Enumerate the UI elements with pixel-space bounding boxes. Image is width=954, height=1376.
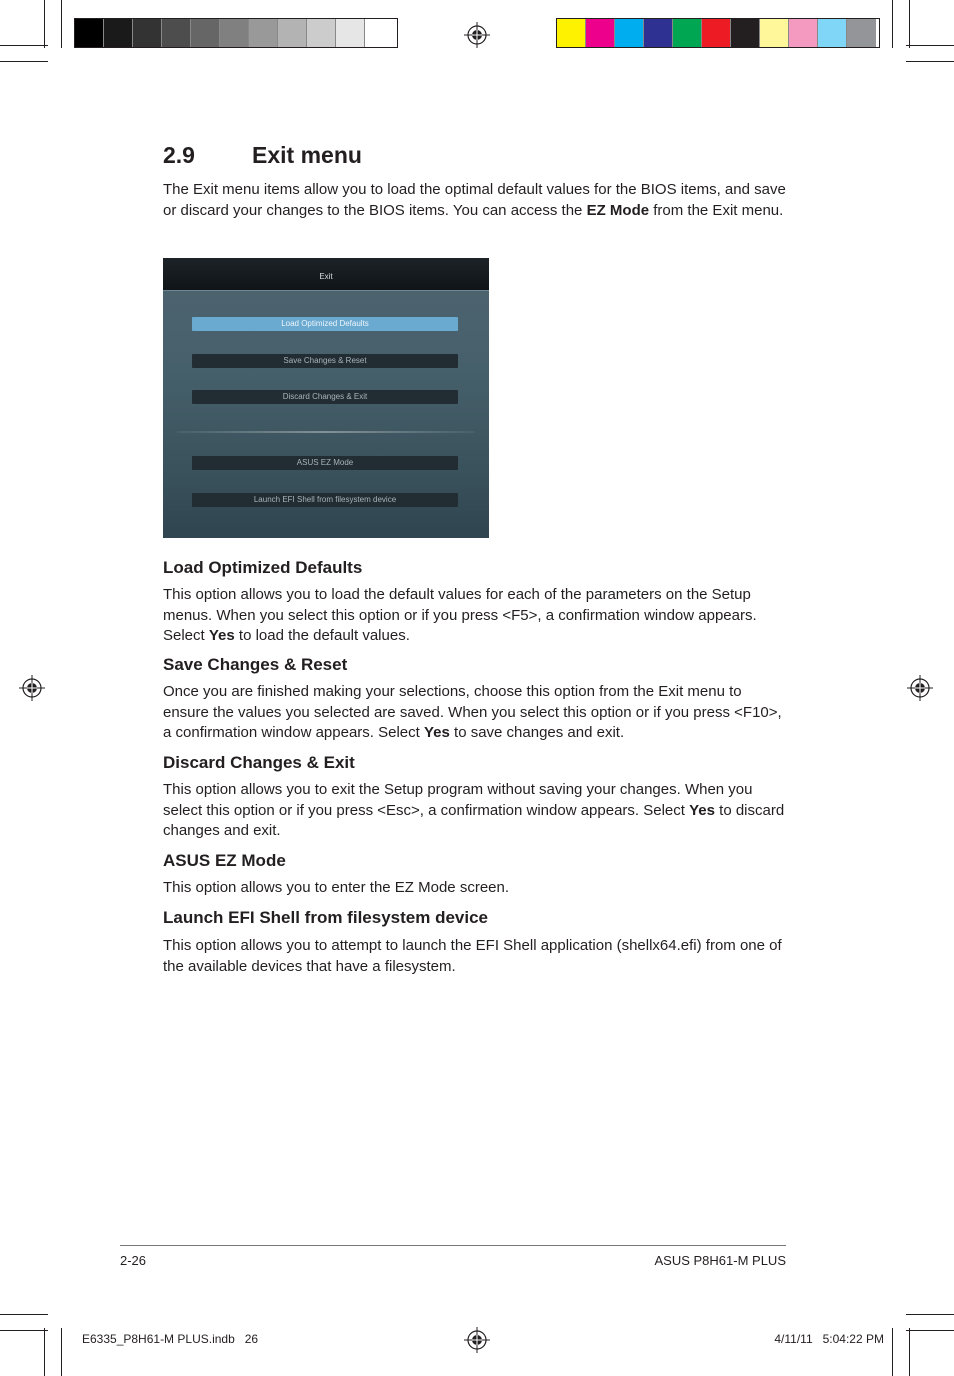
color-swatch [557,19,586,47]
color-swatch [133,19,162,47]
section-number: 2.9 [163,142,195,168]
color-swatch [818,19,847,47]
bios-item-asus-ez-mode[interactable]: ASUS EZ Mode [192,456,458,470]
crop-mark [909,1328,910,1376]
color-swatch [731,19,760,47]
bios-separator [177,431,475,433]
color-swatch [162,19,191,47]
color-swatch [336,19,365,47]
intro-paragraph [163,180,788,221]
color-swatch [673,19,702,47]
grayscale-color-bar [74,18,398,48]
color-swatch [644,19,673,47]
process-color-bar [556,18,880,48]
crop-mark [0,1314,48,1315]
paragraph-text-end: to save changes and exit. [449,724,625,741]
color-swatch [278,19,307,47]
paragraph-bold: Yes [423,724,450,741]
file-slug: E6335_P8H61-M PLUS.indb 26 [82,1332,259,1346]
color-swatch [702,19,731,47]
crop-mark [892,0,893,48]
color-swatch [847,19,876,47]
color-swatch [586,19,615,47]
intro-bold: EZ Mode [586,201,650,219]
paragraph-text: Once you are finished making your selections, choose this option from the Exit menu to ensure the values you selected are saved. When you select this option or if you press <F10>, a confirmation window appears. Select [163,683,782,741]
crop-mark [0,45,48,46]
paragraph-text: This option allows you to load the default values for each of the parameters on the Setup menus. When you select this option or if you press <F5>, a confirmation window appears. Select [163,586,757,644]
bios-title: Exit [319,272,333,281]
crop-mark [906,45,954,46]
registration-mark-icon [19,675,45,701]
subsection-paragraph [163,780,788,842]
product-name: ASUS P8H61-M PLUS [654,1253,786,1268]
paragraph-text-end: to discard changes and exit. [163,801,785,839]
crop-mark [44,1328,45,1376]
crop-mark [906,1330,954,1331]
section-title [163,142,362,169]
crop-mark [61,1328,62,1376]
subsection-heading: Save Changes & Reset [163,655,348,674]
color-swatch [365,19,394,47]
intro-text-end: from the Exit menu. [649,201,784,219]
paragraph-bold: Yes [689,801,715,819]
color-swatch [760,19,789,47]
bios-header [163,258,489,291]
crop-mark [0,1330,48,1331]
subsection-heading: Launch EFI Shell from filesystem device [163,908,488,927]
crop-mark [906,1314,954,1315]
bios-exit-screenshot [163,258,489,538]
color-swatch [249,19,278,47]
paragraph-text: This option allows you to exit the Setup program without saving your changes. When you select this option or if you press <Esc>, a confirmation window appears. Select [163,781,753,819]
subsection-heading: Load Optimized Defaults [163,558,363,577]
color-swatch [104,19,133,47]
paragraph-text: This option allows you to attempt to launch the EFI Shell application (shellx64.efi) from one of the available devices that have a filesystem. [163,937,782,975]
subsection-paragraph [163,585,788,647]
paragraph-text-end: to load the default values. [234,627,410,644]
crop-mark [909,0,910,48]
registration-mark-icon [464,22,490,48]
color-swatch [75,19,104,47]
subsection-paragraph [163,936,788,977]
color-swatch [615,19,644,47]
color-swatch [307,19,336,47]
paragraph-text: This option allows you to enter the EZ Mode screen. [163,879,510,896]
subsection-paragraph [163,682,788,744]
registration-mark-icon [907,675,933,701]
section-heading: Exit menu [252,142,362,168]
page-number: 2-26 [120,1253,147,1268]
bios-item-load-optimized-defaults[interactable]: Load Optimized Defaults [192,317,458,331]
footer-rule [120,1245,786,1246]
bios-item-save-changes-reset[interactable]: Save Changes & Reset [192,354,458,368]
bios-item-launch-efi-shell[interactable]: Launch EFI Shell from filesystem device [192,493,458,507]
intro-text: The Exit menu items allow you to load the optimal default values for the BIOS items, and save or discard your changes to the BIOS items. You can access the [163,181,786,219]
timestamp-slug: 4/11/11 5:04:22 PM [774,1332,884,1346]
crop-mark [906,61,954,62]
bios-item-discard-changes-exit[interactable]: Discard Changes & Exit [192,390,458,404]
registration-mark-icon [464,1327,490,1353]
crop-mark [61,0,62,48]
crop-mark [44,0,45,48]
color-swatch [220,19,249,47]
subsection-heading: Discard Changes & Exit [163,753,355,772]
subsection-heading: ASUS EZ Mode [163,851,286,870]
subsection-paragraph [163,878,788,899]
color-swatch [191,19,220,47]
color-swatch [789,19,818,47]
paragraph-bold: Yes [208,627,235,644]
crop-mark [892,1328,893,1376]
crop-mark [0,61,48,62]
